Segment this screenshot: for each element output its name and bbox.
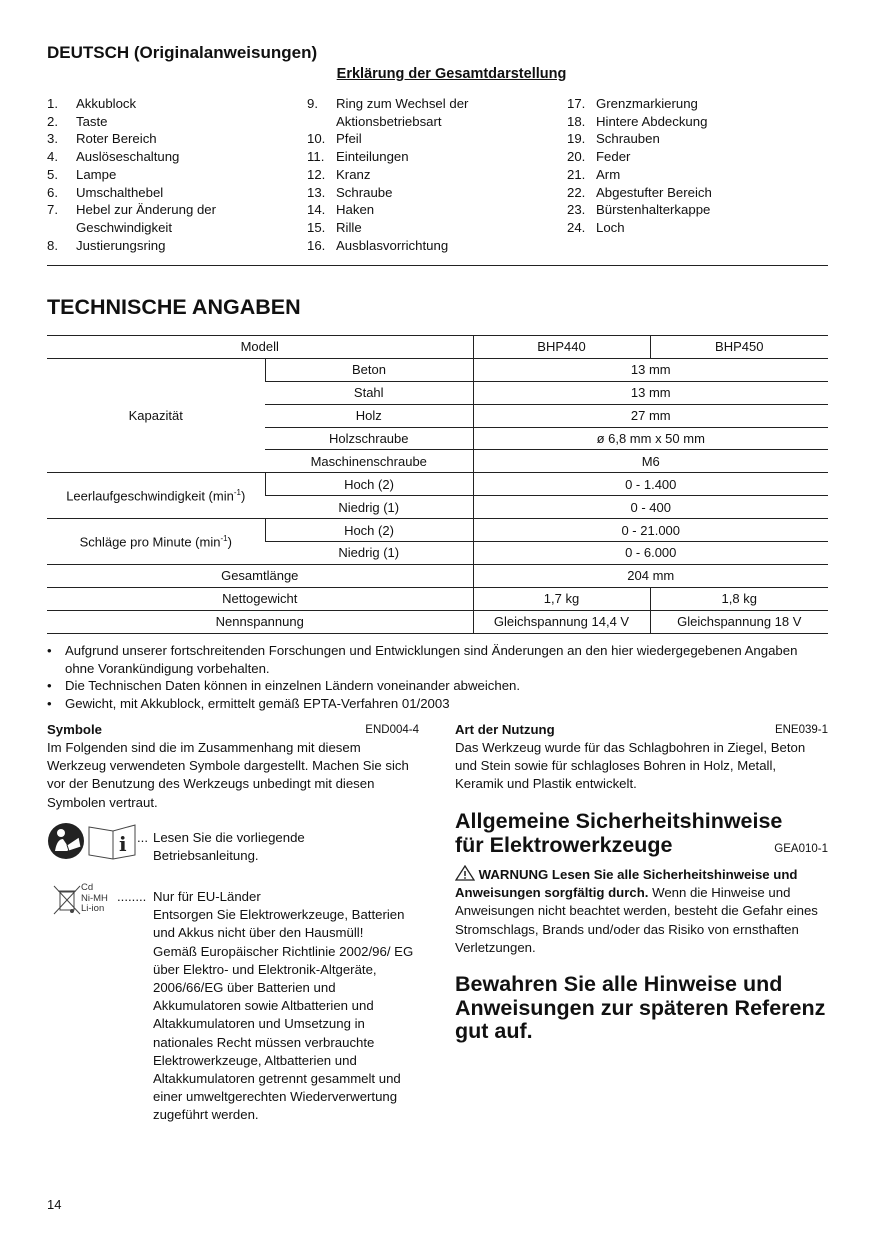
spec-value: 1,7 kg bbox=[473, 587, 650, 610]
item-number: 24. bbox=[567, 219, 586, 235]
battery-label: Li-ion bbox=[81, 903, 105, 914]
item-number: 23. bbox=[567, 202, 586, 218]
item-number: 15. bbox=[307, 219, 326, 235]
bpm-label: Schläge pro Minute $(\min^{-1})$ bbox=[47, 519, 265, 565]
item-number: 18. bbox=[567, 113, 586, 129]
item-number: 2. bbox=[47, 113, 58, 129]
legend-item bbox=[307, 130, 547, 148]
spec-key: Nettogewicht bbox=[47, 587, 473, 610]
capacity-label: Kapazität bbox=[47, 358, 265, 472]
item-label: Bürstenhalterkappe bbox=[596, 202, 711, 218]
usage-text: Das Werkzeug wurde für das Schlagbohren in Ziegel, Beton und Stein sowie für schlagloses Bohren in Holz, Metall, Keramik und Plastik entwickelt. bbox=[455, 740, 806, 792]
spec-value: 13 mm bbox=[473, 381, 828, 404]
label-text: Schläge pro Minute (min bbox=[79, 534, 221, 550]
battery-types bbox=[81, 883, 108, 915]
legend-item bbox=[567, 113, 807, 131]
item-number: 8. bbox=[47, 237, 58, 253]
section-code: ENE039-1 bbox=[774, 724, 828, 736]
symbols-title: Symbole bbox=[47, 722, 102, 737]
item-number: 22. bbox=[567, 184, 586, 200]
spec-key: Holz bbox=[265, 404, 473, 427]
legend-item bbox=[567, 201, 807, 219]
item-label: Schrauben bbox=[596, 131, 660, 147]
spec-value: Gleichspannung 18 V bbox=[650, 610, 828, 633]
item-label: Rille bbox=[336, 219, 362, 235]
legend-item bbox=[567, 184, 807, 202]
legend-column-1 bbox=[47, 95, 287, 254]
item-label: Hintere Abdeckung bbox=[596, 113, 708, 129]
table-row bbox=[47, 610, 828, 633]
section-code: GEA010-1 bbox=[774, 842, 828, 855]
svg-text:i: i bbox=[119, 832, 127, 856]
bullet: • bbox=[47, 678, 52, 693]
warning-paragraph bbox=[455, 865, 828, 957]
table-row bbox=[47, 587, 828, 610]
legend-title: Erklärung der Gesamtdarstellung bbox=[336, 66, 567, 82]
superscript: -1 bbox=[220, 533, 228, 543]
keep-instructions-heading: Bewahren Sie alle Hinweise und Anweisungen zur späteren Referenz gut auf. bbox=[455, 972, 826, 1044]
battery-label: Ni-MH bbox=[81, 892, 108, 904]
spec-key: Holzschraube bbox=[265, 427, 473, 450]
eu-text: Entsorgen Sie Elektrowerkzeuge, Batterien und Akkus nicht über den Hausmüll! bbox=[153, 907, 405, 941]
item-label: Grenzmarkierung bbox=[596, 96, 698, 111]
item-label: Kranz bbox=[336, 166, 371, 182]
item-label: Feder bbox=[596, 149, 631, 165]
warning-text: Wenn die Hinweise und Anweisungen nicht beachtet werden, besteht die Gefahr eines Stromschlags, Brands und/oder das Risiko von ernsthaften Verletzungen. bbox=[455, 885, 818, 955]
note: Die Technischen Daten können in einzelnen Ländern voneinander abweichen. bbox=[65, 678, 521, 693]
table-row bbox=[47, 473, 828, 496]
warning-bold: WARNUNG Lesen Sie alle Sicherheitshinweise und Anweisungen sorgfältig durch. bbox=[455, 867, 798, 901]
divider bbox=[47, 265, 828, 266]
item-number: 7. bbox=[47, 202, 58, 218]
legend-item bbox=[47, 95, 287, 113]
item-number: 14. bbox=[307, 202, 326, 218]
spec-key: Hoch (2) bbox=[265, 519, 473, 542]
item-label: Auslöseschaltung bbox=[76, 149, 180, 165]
page-number: 14 bbox=[47, 1197, 62, 1212]
item-number: 11. bbox=[307, 149, 325, 165]
item-label: Pfeil bbox=[336, 131, 362, 147]
item-number: 9. bbox=[307, 96, 318, 111]
legend-item bbox=[307, 237, 547, 255]
safety-section bbox=[455, 810, 828, 1044]
item-number: 6. bbox=[47, 184, 58, 200]
item-label: Arm bbox=[596, 166, 621, 182]
table-row bbox=[47, 564, 828, 587]
legend-item bbox=[567, 166, 807, 184]
bullet: • bbox=[47, 695, 52, 711]
legend-item bbox=[567, 130, 807, 148]
spec-value: 0 - 6.000 bbox=[473, 542, 828, 565]
read-manual-text: Lesen Sie die vorliegende Betriebsanleitung. bbox=[153, 830, 305, 864]
safety-title: Allgemeine Sicherheitshinweise bbox=[455, 809, 783, 833]
language-heading: DEUTSCH (Originalanweisungen) bbox=[47, 43, 318, 62]
spec-value: Gleichspannung 14,4 V bbox=[473, 610, 650, 633]
item-number: 16. bbox=[307, 237, 326, 253]
warning-icon bbox=[455, 867, 475, 882]
specs-title: TECHNISCHE ANGABEN bbox=[47, 295, 301, 319]
spec-key: Niedrig (1) bbox=[265, 542, 473, 565]
spec-key: Beton bbox=[265, 358, 473, 381]
item-label: Lampe bbox=[76, 166, 117, 182]
item-label: Justierungsring bbox=[76, 237, 166, 253]
item-label: Umschalthebel bbox=[76, 184, 164, 200]
table-row bbox=[47, 519, 828, 542]
legend-item bbox=[47, 148, 287, 166]
item-number: 17. bbox=[567, 96, 586, 111]
spec-value: 0 - 400 bbox=[473, 496, 828, 519]
label-text: Leerlaufgeschwindigkeit (min bbox=[66, 488, 234, 504]
dots: ........ bbox=[117, 889, 147, 904]
legend-item bbox=[567, 148, 807, 166]
item-number: 1. bbox=[47, 96, 58, 111]
safety-title: für Elektrowerkzeuge bbox=[455, 832, 673, 857]
note: Aufgrund unserer fortschreitenden Forschungen und Entwicklungen sind Änderungen an den hier wiedergegebenen Angaben ohne Vorankündigung vorbehalten. bbox=[65, 643, 798, 676]
spec-key: Niedrig (1) bbox=[265, 496, 473, 519]
specs-table bbox=[47, 335, 828, 634]
legend-column-2 bbox=[307, 95, 547, 254]
item-label: Roter Bereich bbox=[76, 131, 157, 147]
item-label: Haken bbox=[336, 202, 375, 218]
item-label: Akkublock bbox=[76, 96, 137, 111]
table-row bbox=[47, 336, 828, 359]
legend-item bbox=[307, 219, 547, 237]
eu-disposal-text bbox=[153, 888, 421, 1125]
legend-item bbox=[47, 130, 287, 148]
legend-item bbox=[307, 148, 547, 166]
legend-item bbox=[567, 95, 807, 113]
item-label: Ausblasvorrichtung bbox=[336, 237, 449, 253]
model: BHP450 bbox=[650, 336, 828, 359]
item-label: Loch bbox=[596, 219, 625, 235]
spec-key: Stahl bbox=[265, 381, 473, 404]
item-label: Abgestufter Bereich bbox=[596, 184, 712, 200]
read-manual-icon bbox=[47, 821, 139, 864]
item-number: 20. bbox=[567, 149, 586, 165]
usage-section bbox=[455, 721, 828, 794]
eu-directive-text: Gemäß Europäischer Richtlinie 2002/96/ EG über Elektro- und Elektronik-Altgeräte, 2006/66/EG über Batterien und Akkumulatoren sowie Altbatterien und Altakkumulatoren und Umsetzung in nationales Recht müssen verbrauchte Elektrowerkzeuge, Altbatterien und Altakkumulatoren getrennt gesammelt und einer umweltgerechten Wiederverwertung zugeführt werden. bbox=[153, 943, 414, 1123]
model: BHP440 bbox=[473, 336, 650, 359]
superscript: -1 bbox=[233, 488, 241, 498]
item-number: 12. bbox=[307, 166, 326, 182]
spec-key: Gesamtlänge bbox=[47, 564, 473, 587]
item-number: 19. bbox=[567, 131, 586, 147]
legend-item bbox=[307, 184, 547, 202]
noload-label: Leerlaufgeschwindigkeit $(\min^{-1})$ bbox=[47, 473, 265, 519]
spec-value: 204 mm bbox=[473, 564, 828, 587]
legend-item bbox=[47, 184, 287, 202]
item-number: 3. bbox=[47, 131, 58, 147]
legend-item bbox=[307, 95, 547, 130]
symbols-intro: Im Folgenden sind die im Zusammenhang mit diesem Werkzeug verwendeten Symbole dargestellt. Machen Sie sich vor der Benutzung des Werkzeugs unbedingt mit diesen Symbolen vertraut. bbox=[47, 740, 409, 810]
dots: ... bbox=[137, 830, 148, 845]
spec-key: Hoch (2) bbox=[265, 473, 473, 496]
symbols-section bbox=[47, 721, 419, 812]
item-label: Ring zum Wechsel der Aktionsbetriebsart bbox=[336, 96, 469, 129]
section-code: END004-4 bbox=[365, 724, 419, 736]
crossed-bin-icon bbox=[52, 884, 82, 921]
table-row bbox=[47, 358, 828, 381]
eu-title: Nur für EU-Länder bbox=[153, 889, 261, 904]
item-number: 4. bbox=[47, 149, 58, 165]
spec-value: 13 mm bbox=[473, 358, 828, 381]
note: Gewicht, mit Akkublock, ermittelt gemäß EPTA-Verfahren 01/2003 bbox=[65, 695, 450, 711]
item-number: 10. bbox=[307, 131, 326, 147]
spec-key: Nennspannung bbox=[47, 610, 473, 633]
item-label: Schraube bbox=[336, 184, 393, 200]
item-label: Hebel zur Änderung der Geschwindigkeit bbox=[76, 202, 217, 235]
spec-value: 1,8 kg bbox=[650, 587, 828, 610]
spec-value: M6 bbox=[473, 450, 828, 473]
spec-notes bbox=[47, 642, 828, 712]
legend-column-3 bbox=[567, 95, 807, 237]
item-number: 5. bbox=[47, 166, 58, 182]
legend-item bbox=[47, 113, 287, 131]
model-label: Modell bbox=[47, 336, 473, 359]
bullet: • bbox=[47, 643, 52, 658]
legend-item bbox=[47, 237, 287, 255]
spec-value: 0 - 1.400 bbox=[473, 473, 828, 496]
item-number: 13. bbox=[307, 184, 326, 200]
legend-item bbox=[47, 166, 287, 184]
item-number: 21. bbox=[567, 166, 586, 182]
usage-title: Art der Nutzung bbox=[455, 722, 555, 737]
item-label: Taste bbox=[76, 113, 108, 129]
legend-item bbox=[567, 219, 807, 237]
spec-value: 0 - 21.000 bbox=[473, 519, 828, 542]
spec-key: Maschinenschraube bbox=[265, 450, 473, 473]
item-label: Einteilungen bbox=[336, 149, 409, 165]
spec-value: 27 mm bbox=[473, 404, 828, 427]
spec-value: ø 6,8 mm x 50 mm bbox=[473, 427, 828, 450]
battery-label: Cd bbox=[81, 882, 94, 893]
legend-item bbox=[307, 166, 547, 184]
legend-item bbox=[47, 201, 287, 236]
legend-item bbox=[307, 201, 547, 219]
